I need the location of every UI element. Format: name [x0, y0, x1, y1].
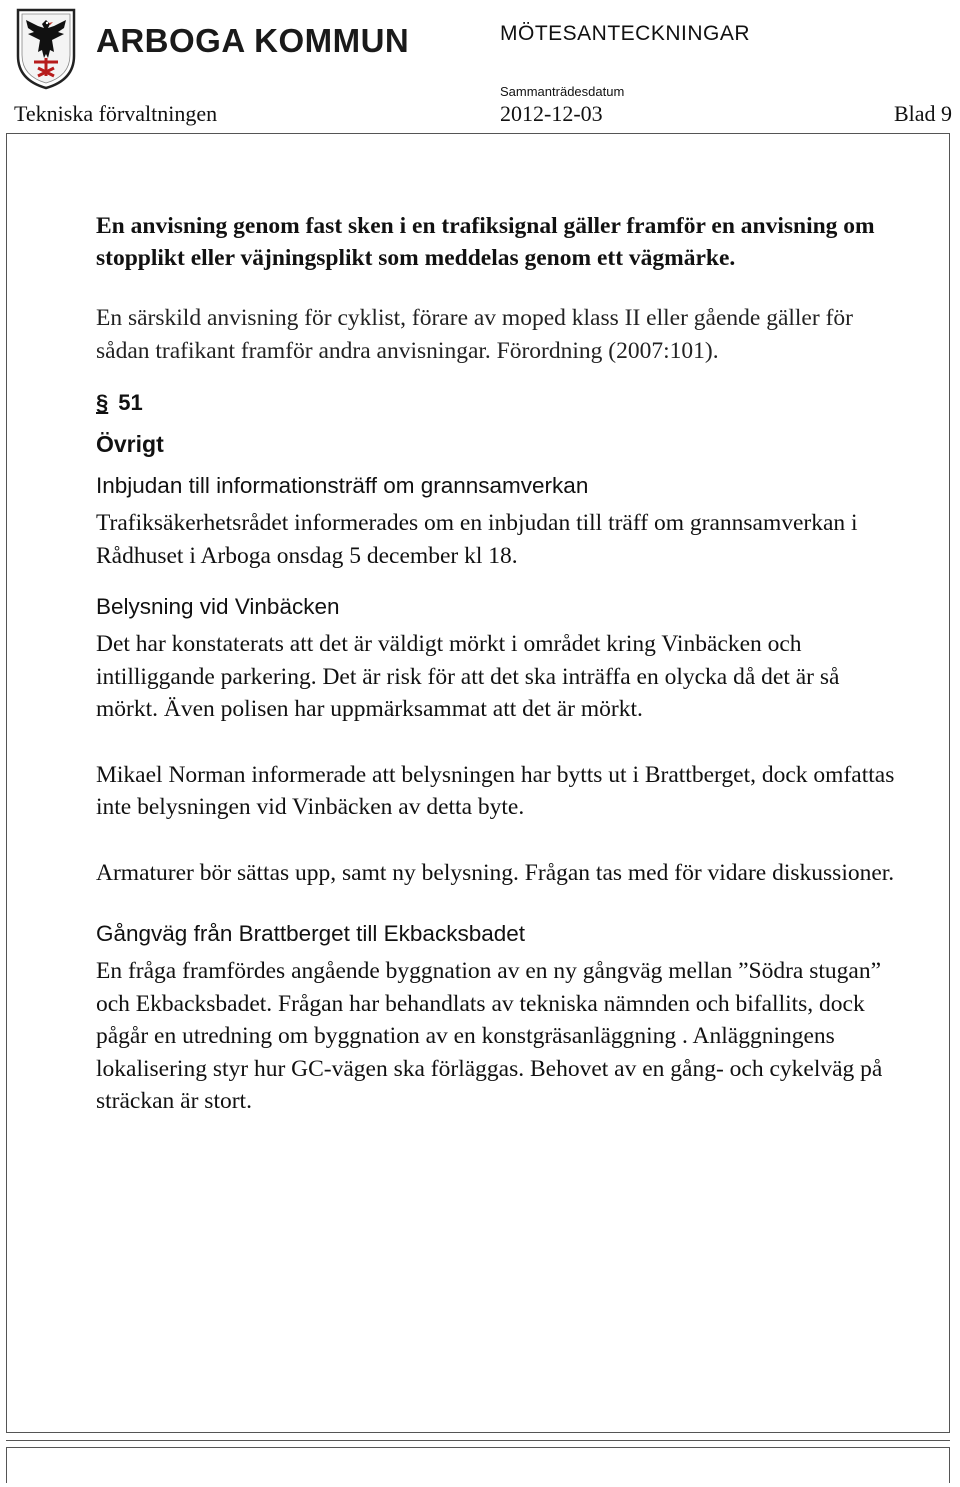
arboga-coat-of-arms-icon	[14, 6, 78, 90]
section-number-value: 51	[118, 390, 143, 415]
item-paragraph: Mikael Norman informerade att belysningen har bytts ut i Brattberget, dock omfattas inte belysningen vid Vinbäcken av detta byte.	[96, 761, 895, 820]
section-symbol: §	[96, 390, 109, 415]
intro-bold-paragraph: En anvisning genom fast sken i en trafiksignal gäller framför en anvisning om stopplikt eller väjningsplikt som meddelas genom ett vägmärke.	[96, 213, 875, 271]
document-type: MÖTESANTECKNINGAR	[500, 22, 751, 45]
footer-divider	[6, 1440, 950, 1441]
item-paragraph: Det har konstaterats att det är väldigt mörkt i området kring Vinbäcken och intilliggande parkering. Det är risk för att det ska inträffa en olycka då det är så mörkt. Även polisen har uppmärksammat att det är mörkt.	[96, 631, 840, 722]
intro-paragraph: En särskild anvisning för cyklist, förare av moped klass II eller gående gäller för sådan trafikant framför andra anvisningar. Förordning (2007:101).	[96, 305, 853, 364]
item-heading-belysning: Belysning vid Vinbäcken	[96, 594, 340, 619]
item-paragraph: Trafiksäkerhetsrådet informerades om en inbjudan till träff om grannsamverkan i Rådhuset i Arboga onsdag 5 december kl 18.	[96, 510, 858, 569]
department: Tekniska förvaltningen	[14, 101, 218, 126]
signature-box	[6, 1447, 950, 1483]
minutes-content	[96, 210, 896, 1118]
meeting-date: 2012-12-03	[500, 101, 603, 126]
item-paragraph: Armaturer bör sättas upp, samt ny belysning. Frågan tas med för vidare diskussioner.	[96, 859, 895, 886]
section-number	[96, 389, 896, 417]
item-heading-grannsamverkan: Inbjudan till informationsträff om grannsamverkan	[96, 473, 589, 498]
section-title: Övrigt	[96, 431, 164, 457]
item-heading-gangvag: Gångväg från Brattberget till Ekbacksbadet	[96, 921, 525, 946]
item-paragraph: En fråga framfördes angående byggnation av en ny gångväg mellan ”Södra stugan” och Ekbacksbadet. Frågan har behandlats av tekniska nämnden och bifallits, dock pågår en utredning om byggnation av en konstgräsanläggning . Anläggningens lokalisering styr hur GC-vägen ska förläggas. Behovet av en gång- och cykelväg på sträckan är stort.	[96, 958, 883, 1114]
organization-name: ARBOGA KOMMUN	[96, 22, 410, 59]
page-number: Blad 9	[893, 101, 952, 126]
meeting-date-label: Sammanträdesdatum	[500, 84, 625, 99]
